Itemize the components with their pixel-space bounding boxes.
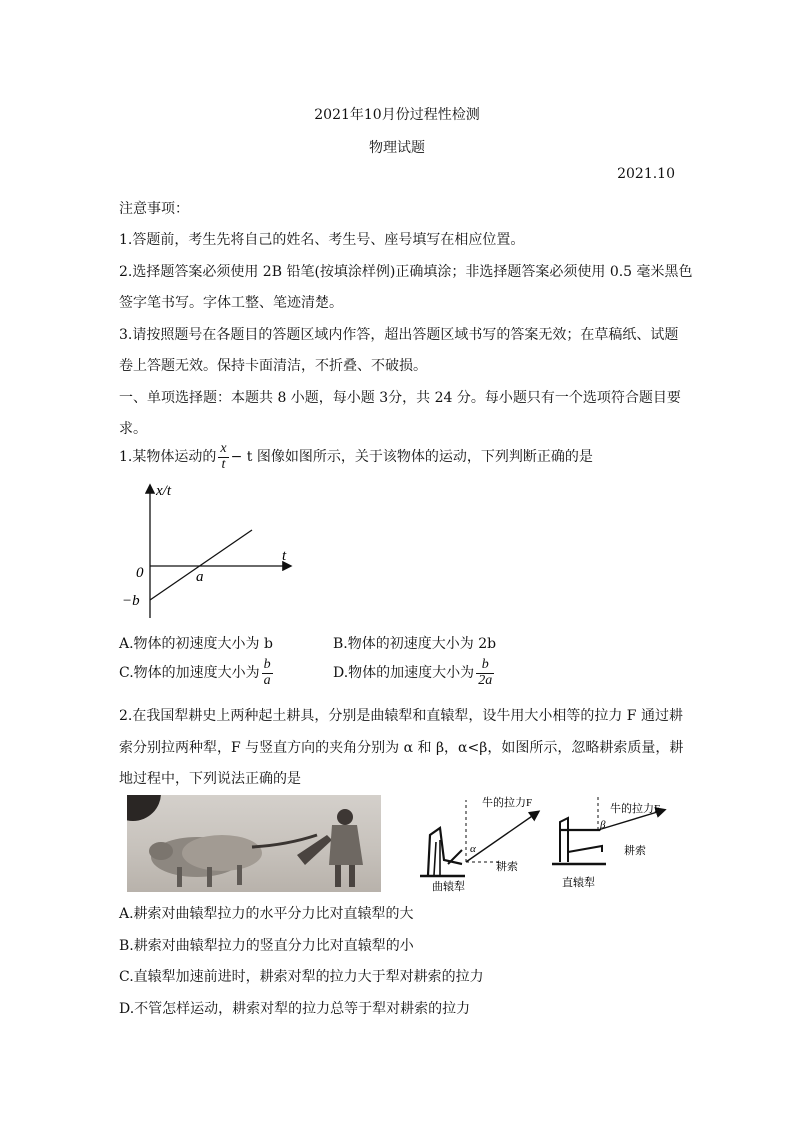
q1-option-d-fraction xyxy=(476,658,494,688)
q1-x-axis-label: t xyxy=(282,548,287,564)
q2-option-a: A.耕索对曲辕犁拉力的水平分力比对直辕犁的大 xyxy=(119,906,414,922)
oxen-plowing-drawing xyxy=(127,795,381,892)
section-heading-line-1: 一、单项选择题：本题共 8 小题，每小题 3分，共 24 分。每小题只有一个选项符合题目要 xyxy=(119,390,681,406)
notice-item-3-line-1: 3.请按照题号在各题目的答题区域内作答，超出答题区域书写的答案无效；在草稿纸、试题 xyxy=(119,327,679,343)
q1-option-d-text: D.物体的加速度大小为 xyxy=(333,665,475,682)
q1-stem-prefix: 1.某物体运动的 xyxy=(119,449,217,466)
left-plow-caption: 曲辕犁 xyxy=(432,881,465,893)
oxen-plowing-illustration xyxy=(127,795,381,892)
q1-option-c-den: a xyxy=(263,672,271,688)
q1-stem-suffix: − t 图像如图所示，关于该物体的运动，下列判断正确的是 xyxy=(230,449,593,466)
right-plow-caption: 直辕犁 xyxy=(562,877,595,889)
q1-option-c-fraction xyxy=(262,658,273,688)
q1-frac-num: x xyxy=(220,441,227,456)
q2-stem-line-1: 2.在我国犁耕史上两种起土耕具，分别是曲辕犁和直辕犁，设牛用大小相等的拉力 F 通过耕 xyxy=(119,708,683,724)
q1-graph xyxy=(110,478,310,623)
notice-item-3-line-2: 卷上答题无效。保持卡面清洁，不折叠、不破损。 xyxy=(119,358,427,374)
right-force-label: 牛的拉力F xyxy=(610,803,661,815)
q1-x-intercept-label: a xyxy=(196,569,204,585)
left-rope-label: 耕索 xyxy=(496,861,518,873)
q2-stem-line-2: 索分别拉两种犁，F 与竖直方向的夹角分别为 α 和 β，α<β，如图所示，忽略耕索质量，耕 xyxy=(119,740,684,756)
q1-option-c-num: b xyxy=(263,657,271,672)
q1-y-intercept-label: −b xyxy=(122,593,140,609)
notice-item-2-line-1: 2.选择题答案必须使用 2B 铅笔(按填涂样例)正确填涂；非选择题答案必须使用 0.5 毫米黑色 xyxy=(119,264,693,280)
exam-date: 2021.10 xyxy=(617,166,675,182)
notice-heading: 注意事项： xyxy=(119,201,189,217)
notice-item-1: 1.答题前，考生先将自己的姓名、考生号、座号填写在相应位置。 xyxy=(119,232,525,248)
q1-y-axis-label: x/t xyxy=(156,483,171,499)
q1-frac-den: t xyxy=(221,456,226,472)
q2-option-d: D.不管怎样运动，耕索对犁的拉力总等于犁对耕索的拉力 xyxy=(119,1001,471,1017)
q1-option-d-num: b xyxy=(476,658,494,674)
q2-stem-line-3: 地过程中，下列说法正确的是 xyxy=(119,771,301,787)
subject-title: 物理试题 xyxy=(369,140,425,156)
left-angle-alpha: α xyxy=(470,843,476,855)
q1-origin-label: 0 xyxy=(136,565,144,581)
q1-graph-line xyxy=(150,530,252,600)
exam-title: 2021年10月份过程性检测 xyxy=(314,107,480,123)
q1-option-d xyxy=(333,658,496,688)
straight-shaft-plow xyxy=(552,818,606,864)
q2-option-b: B.耕索对曲辕犁拉力的竖直分力比对直辕犁的小 xyxy=(119,938,414,954)
section-heading-line-2: 求。 xyxy=(119,421,147,437)
right-rope-label: 耕索 xyxy=(624,845,646,857)
q1-stem xyxy=(119,442,593,472)
q1-option-c-text: C.物体的加速度大小为 xyxy=(119,665,260,682)
left-force-arrow xyxy=(466,812,538,862)
q1-option-d-den: 2a xyxy=(478,672,493,688)
q1-option-c xyxy=(119,658,275,688)
q2-option-c: C.直辕犁加速前进时，耕索对犁的拉力大于犁对耕索的拉力 xyxy=(119,969,484,985)
curved-shaft-plow xyxy=(420,828,465,876)
plow-force-diagrams xyxy=(410,790,680,895)
right-angle-beta: β xyxy=(600,819,606,831)
notice-item-2-line-2: 签字笔书写。字体工整、笔迹清楚。 xyxy=(119,295,343,311)
q1-option-b: B.物体的初速度大小为 2b xyxy=(333,636,497,652)
left-force-label: 牛的拉力F xyxy=(482,797,533,809)
q1-x-over-t-fraction xyxy=(218,442,228,472)
q1-option-a: A.物体的初速度大小为 b xyxy=(119,636,273,652)
